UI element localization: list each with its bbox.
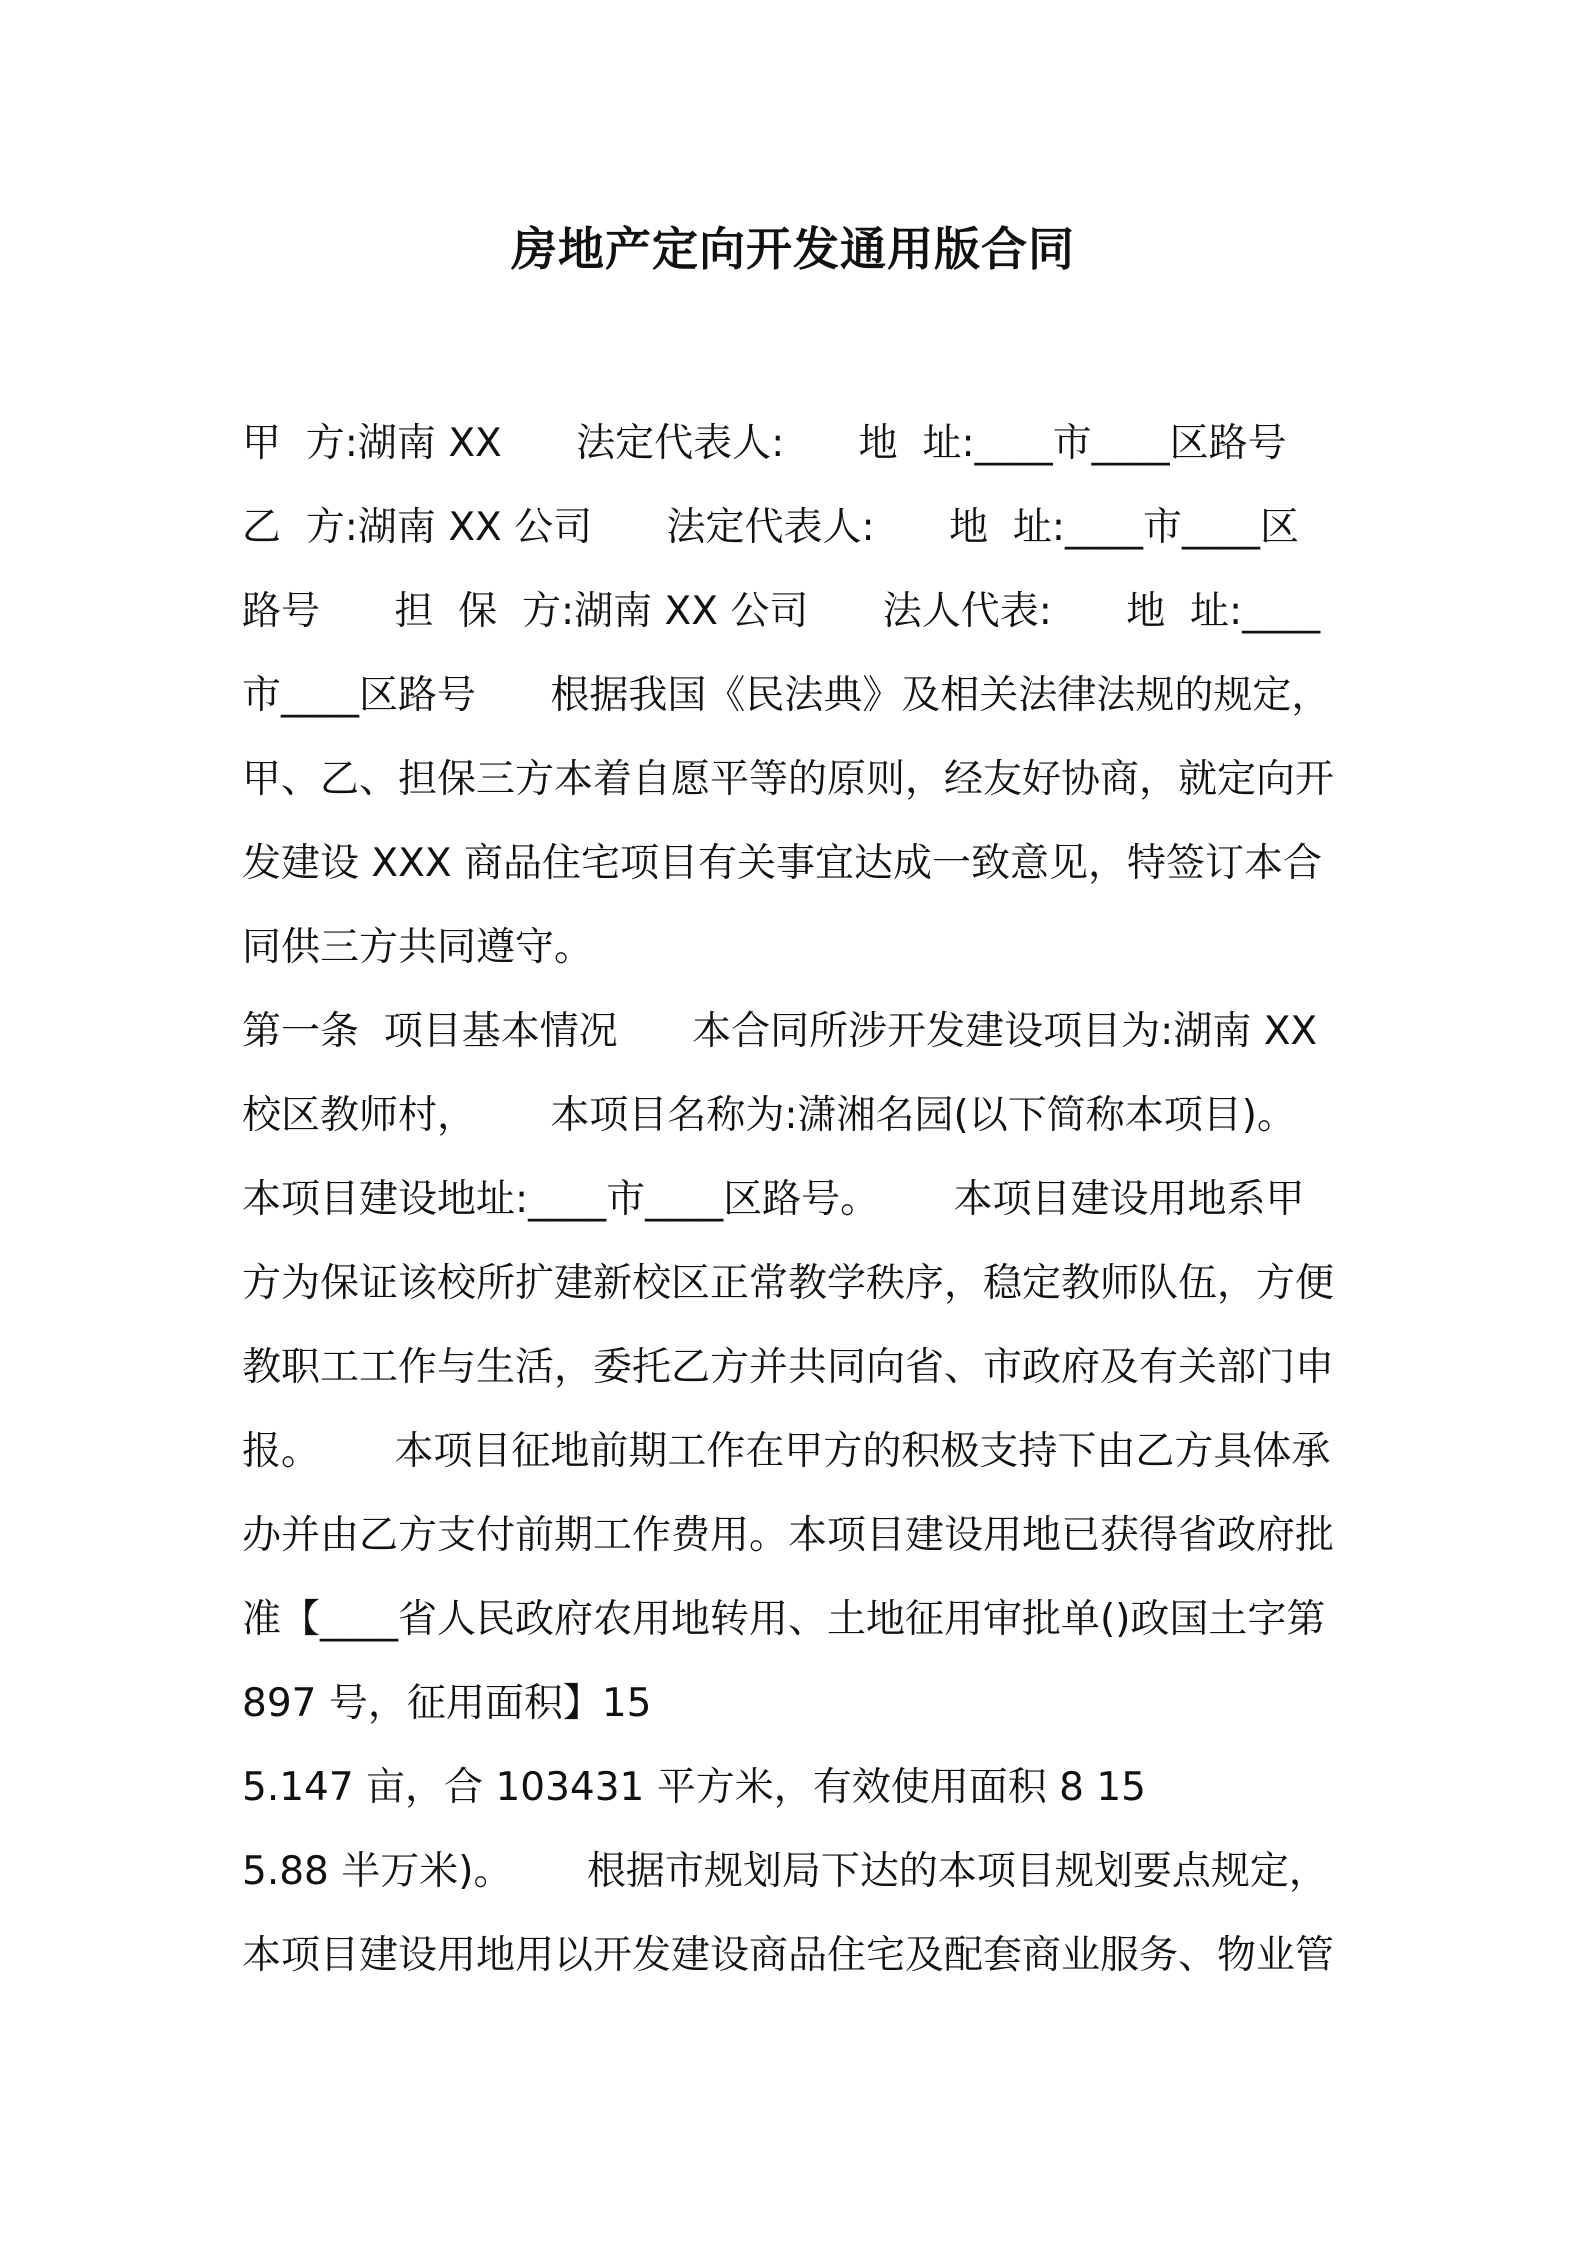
text-line: 路号 担 保 方:湖南 XX 公司 法人代表: 地 址:____ [242,589,1321,634]
text-line: 本项目建设地址:____市____区路号。 本项目建设用地系甲 [242,1177,1305,1222]
text-line: 报。 本项目征地前期工作在甲方的积极支持下由乙方具体承 [242,1429,1331,1474]
text-line: 5.88 半万米)。 根据市规划局下达的本项目规划要点规定， [242,1849,1328,1894]
text-line: 同供三方共同遵守。 [242,925,594,970]
text-line: 本项目建设用地用以开发建设商品住宅及配套商业服务、物业管 [242,1933,1335,1978]
text-line: 乙 方:湖南 XX 公司 法定代表人: 地 址:____市____区 [242,505,1299,550]
text-line: 甲、乙、担保三方本着自愿平等的原则，经友好协商，就定向开 [242,757,1335,802]
document-title: 房地产定向开发通用版合同 [511,222,1075,276]
document-body [242,402,1352,1998]
text-line: 教职工工作与生活，委托乙方并共同向省、市政府及有关部门申 [242,1345,1335,1390]
text-line: 市____区路号 根据我国《民法典》及相关法律法规的规定， [242,673,1331,718]
text-line: 5.147 亩，合 103431 平方米，有效使用面积 8 15 [242,1765,1146,1810]
text-line: 897 号，征用面积】15 [242,1681,652,1726]
text-line: 发建设 XXX 商品住宅项目有关事宜达成一致意见，特签订本合 [242,841,1322,886]
text-line: 办并由乙方支付前期工作费用。本项目建设用地已获得省政府批 [242,1513,1335,1558]
text-line: 甲 方:湖南 XX 法定代表人: 地 址:____市____区路号 [242,421,1287,466]
text-line: 第一条 项目基本情况 本合同所涉开发建设项目为:湖南 XX [242,1009,1318,1054]
text-line: 方为保证该校所扩建新校区正常教学秩序，稳定教师队伍，方便 [242,1261,1335,1306]
text-line: 准【____省人民政府农用地转用、土地征用审批单()政国土字第 [242,1597,1326,1642]
text-line: 校区教师村， 本项目名称为:潇湘名园(以下简称本项目)。 [242,1093,1296,1138]
